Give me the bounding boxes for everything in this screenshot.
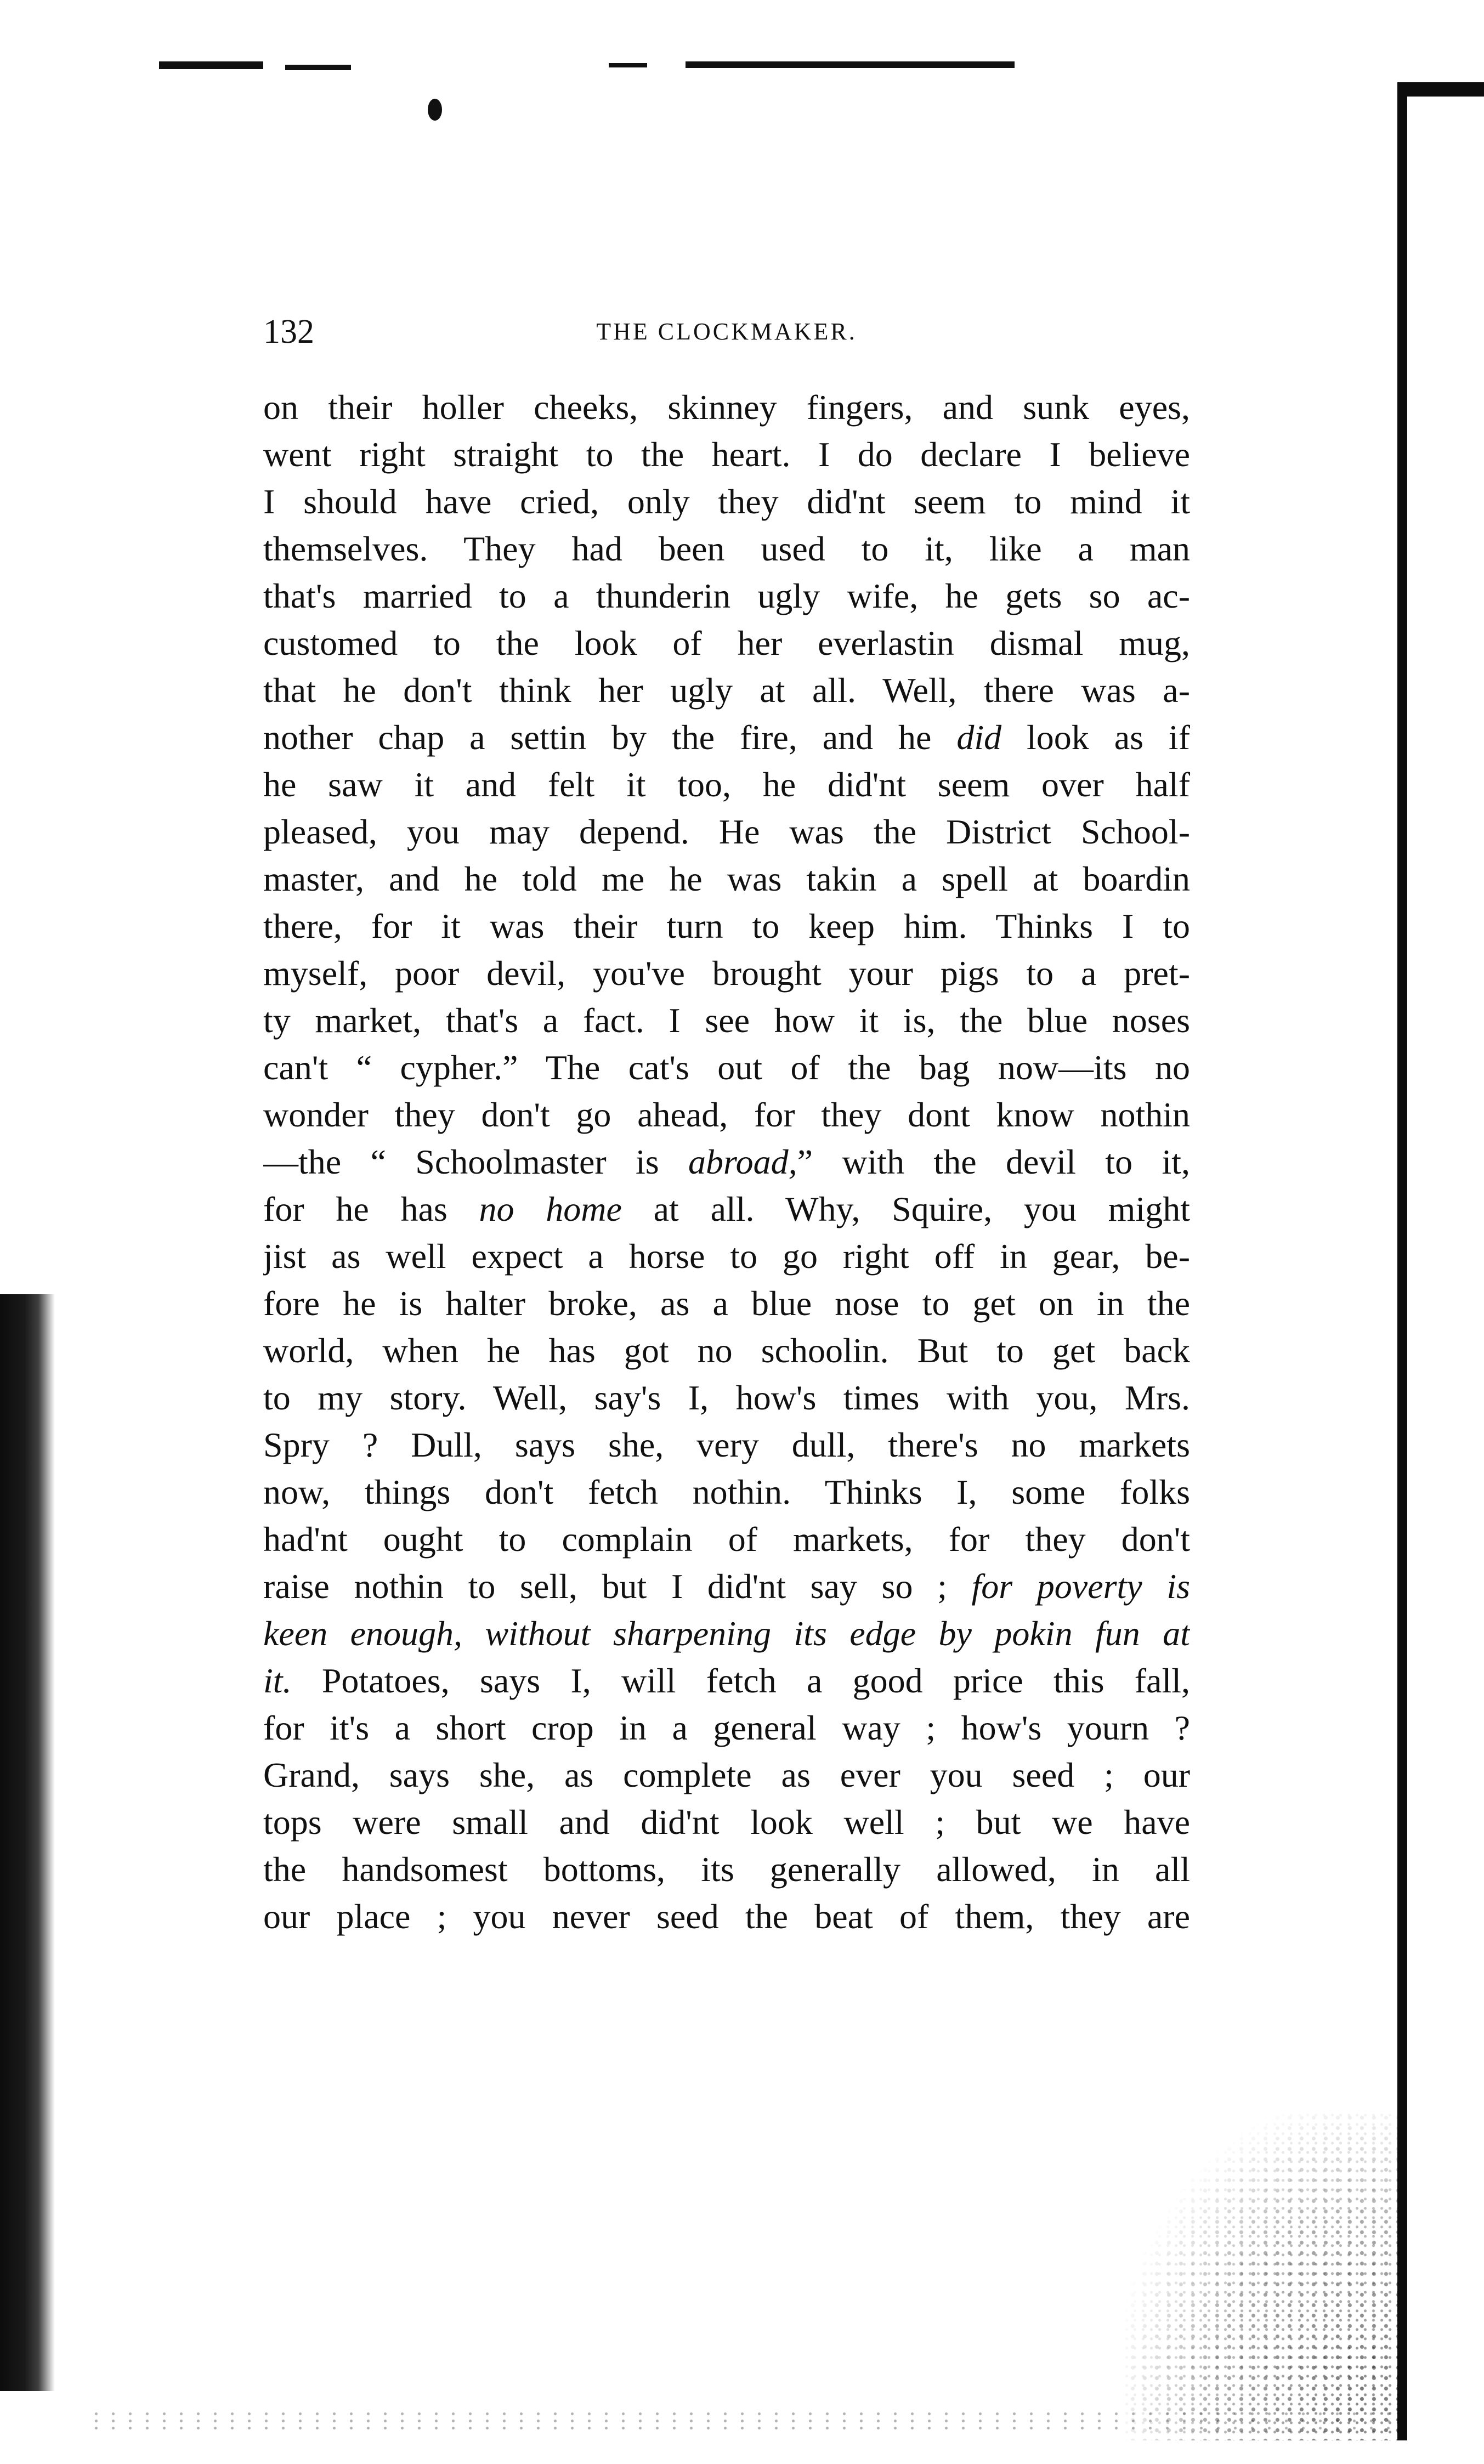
text-line: I should have cried, only they did'nt seem to mind it [263, 482, 1190, 521]
text-line: ty market, that's a fact. I see how it is, the blue noses [263, 1001, 1190, 1040]
scan-artifact-bottom-noise [88, 2410, 1393, 2432]
text-line: went right straight to the heart. I do declare I believe [263, 435, 1190, 474]
text-line: myself, poor devil, you've brought your pigs to a pret- [263, 954, 1190, 993]
scan-artifact-speckle [1124, 2111, 1398, 2440]
scan-artifact-right-tab [1397, 82, 1484, 97]
text-line: for he has no home at all. Why, Squire, you might [263, 1189, 1190, 1228]
italic-phrase: it. [263, 1661, 292, 1700]
text-line: on their holler cheeks, skinney fingers, and sunk eyes, [263, 388, 1190, 427]
text-line: master, and he told me he was takin a spell at boardin [263, 859, 1190, 898]
text-line: he saw it and felt it too, he did'nt seem over half [263, 765, 1190, 804]
text-line: Grand, says she, as complete as ever you seed ; our [263, 1755, 1190, 1794]
scan-artifact-top-bar [159, 61, 263, 69]
italic-phrase: keen enough, without sharpening its edge by pokin fun at [263, 1614, 1190, 1653]
text-line: themselves. They had been used to it, like a man [263, 529, 1190, 568]
scan-artifact-left-edge [0, 1294, 55, 2391]
body-text [263, 384, 1190, 1940]
italic-phrase: for poverty is [971, 1567, 1190, 1606]
scan-artifact-top-bar [686, 61, 1015, 68]
text-line: that's married to a thunderin ugly wife, he gets so ac- [263, 576, 1190, 615]
scan-artifact-right-edge [1397, 82, 1407, 2440]
italic-phrase: abroad, [688, 1142, 797, 1181]
scan-artifact-top-bar [609, 63, 647, 67]
italic-phrase: did [956, 718, 1002, 757]
running-head [263, 310, 1190, 354]
text-line: raise nothin to sell, but I did'nt say so ; for poverty is [263, 1567, 1190, 1606]
page-number: 132 [263, 313, 314, 350]
text-line: fore he is halter broke, as a blue nose to get on in the [263, 1284, 1190, 1323]
scan-artifact-top-bar [285, 65, 351, 70]
text-line: pleased, you may depend. He was the District School- [263, 812, 1190, 851]
text-line: there, for it was their turn to keep him. Thinks I to [263, 907, 1190, 945]
text-line: it. Potatoes, says I, will fetch a good price this fall, [263, 1661, 1190, 1700]
text-line: —the “ Schoolmaster is abroad,” with the devil to it, [263, 1142, 1190, 1181]
text-line [263, 1610, 1190, 1657]
text-line: world, when he has got no schoolin. But to get back [263, 1331, 1190, 1370]
text-line: customed to the look of her everlastin dismal mug, [263, 624, 1190, 662]
text-line: can't “ cypher.” The cat's out of the bag now—its no [263, 1048, 1190, 1087]
text-line: had'nt ought to complain of markets, for they don't [263, 1520, 1190, 1559]
italic-phrase: no home [479, 1189, 622, 1228]
text-line: that he don't think her ugly at all. Well, there was a- [263, 671, 1190, 710]
text-line: Spry ? Dull, says she, very dull, there's no markets [263, 1425, 1190, 1464]
text-line: our place ; you never seed the beat of them, they are [263, 1897, 1190, 1936]
text-line: nother chap a settin by the fire, and he did look as if [263, 718, 1190, 757]
text-line: to my story. Well, say's I, how's times with you, Mrs. [263, 1378, 1190, 1417]
text-line: now, things don't fetch nothin. Thinks I, some folks [263, 1472, 1190, 1511]
scan-artifact-dot [428, 99, 442, 121]
text-line: jist as well expect a horse to go right off in gear, be- [263, 1237, 1190, 1276]
text-line: wonder they don't go ahead, for they dont know nothin [263, 1095, 1190, 1134]
text-line: tops were small and did'nt look well ; but we have [263, 1803, 1190, 1842]
text-line: the handsomest bottoms, its generally allowed, in all [263, 1850, 1190, 1889]
text-line: for it's a short crop in a general way ; how's yourn ? [263, 1708, 1190, 1747]
running-title: THE CLOCKMAKER. [596, 318, 857, 345]
